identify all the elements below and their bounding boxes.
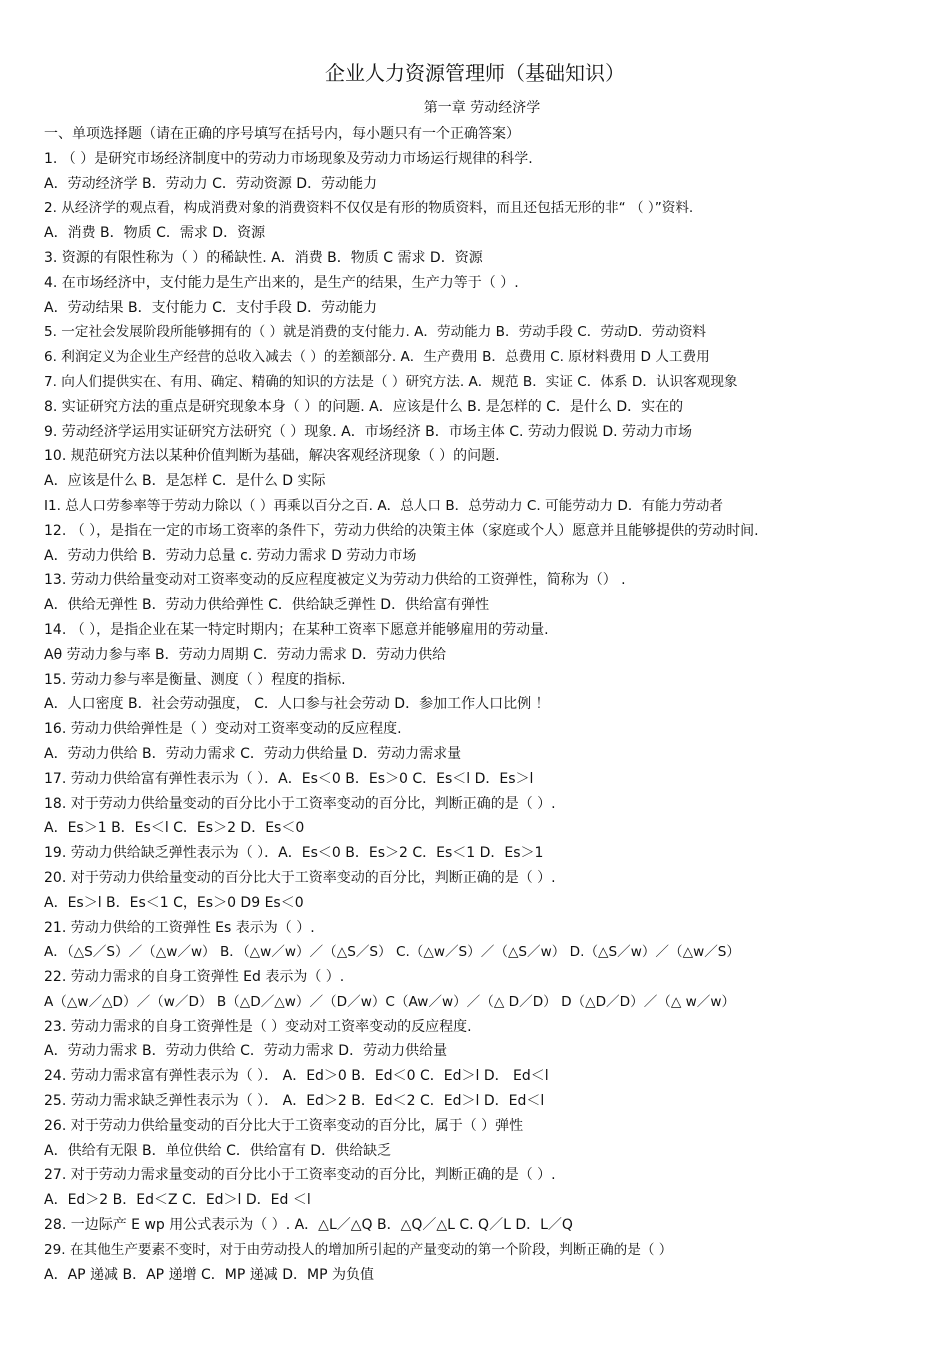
options-line: A．劳动力供给 B．劳动力需求 C．劳动力供给量 D．劳动力需求量	[44, 745, 462, 762]
question-line: 3. 资源的有限性称为（ ）的稀缺性. A．消费 B．物质 C 需求 D．资源	[44, 249, 483, 266]
question-line: 23. 劳动力需求的自身工资弹性是（ ）变动对工资率变动的反应程度.	[44, 1018, 472, 1035]
question-line: 27. 对于劳动力需求量变动的百分比小于工资率变动的百分比，判断正确的是（ ）.	[44, 1167, 556, 1184]
question-line: 19. 劳动力供给缺乏弹性表示为（ ）．A．Es＜0 B．Es＞2 C．Es＜1 D．Es＞1	[44, 845, 544, 862]
question-line: 7. 向人们提供实在、有用、确定、精确的知识的方法是（ ）研究方法. A．规范 B．实证 C．体系 D．认识客观现象	[44, 373, 738, 390]
question-line: 17. 劳动力供给富有弹性表示为（ ）．A．Es＜0 B．Es＞0 C．Es＜l D．Es＞l	[44, 770, 534, 787]
question-line: 26. 对于劳动力供给量变动的百分比大于工资率变动的百分比，属于（ ）弹性	[44, 1117, 524, 1134]
question-line: 2. 从经济学的观点看，构成消费对象的消费资料不仅仅是有形的物质资料，而且还包括无形的非“ （ ）”资料.	[44, 200, 694, 217]
options-line: A．劳动经济学 B．劳动力 C．劳动资源 D．劳动能力	[44, 175, 378, 192]
options-line: A．劳动力需求 B．劳动力供给 C．劳动力需求 D．劳动力供给量	[44, 1043, 448, 1060]
options-line: A．消费 B．物质 C．需求 D．资源	[44, 225, 266, 242]
question-line: 9. 劳动经济学运用实证研究方法研究（ ）现象. A．市场经济 B．市场主体 C. 劳动力假说 D. 劳动力市场	[44, 423, 693, 440]
question-line: 12. （ ），是指在一定的市场工资率的条件下，劳动力供给的决策主体（家庭或个人）愿意并且能够提供的劳动时间.	[44, 522, 759, 539]
options-line: A．Es＞l B．Es＜1 C，Es＞0 D9 Es＜0	[44, 894, 304, 911]
options-line: A．Es＞1 B．Es＜l C．Es＞2 D．Es＜0	[44, 820, 305, 837]
question-line: I1. 总人口劳参率等于劳动力除以（ ）再乘以百分之百. A．总人口 B．总劳动力 C. 可能劳动力 D．有能力劳动者	[44, 497, 723, 514]
question-list	[44, 122, 914, 1287]
question-line: 6. 利润定义为企业生产经营的总收入减去（ ）的差额部分. A．生产费用 B．总费用 C. 原材料费用 D 人工费用	[44, 349, 710, 366]
question-line: 22. 劳动力需求的自身工资弹性 Ed 表示为（ ）.	[44, 969, 345, 986]
options-line: A．应该是什么 B．是怎样 C．是什么 D 实际	[44, 473, 326, 490]
question-line: 5. 一定社会发展阶段所能够拥有的（ ）就是消费的支付能力. A．劳动能力 B．劳动手段 C．劳动D．劳动资料	[44, 324, 707, 341]
options-line: A．（△S／S）／（△w／w） B．（△w／w）／（△S／S） C.（△w／S）／（△S／w） D.（△S／w）／（△w／S）	[44, 944, 741, 961]
chapter-heading: 第一章 劳动经济学	[423, 100, 541, 116]
options-line: A．供给无弹性 B．劳动力供给弹性 C．供给缺乏弹性 D．供给富有弹性	[44, 597, 490, 614]
question-line: 25. 劳动力需求缺乏弹性表示为（ ）． A．Ed＞2 B．Ed＜2 C．Ed＞l D．Ed＜l	[44, 1093, 545, 1110]
options-line: A（△w／△D）／（w／D） B（△D／△w）／（D／w）C（Aw／w）／（△ D／D） D（△D／D）／（△ w／w）	[44, 993, 736, 1010]
question-line: 20. 对于劳动力供给量变动的百分比大于工资率变动的百分比，判断正确的是（ ）.	[44, 869, 556, 886]
question-line: 21. 劳动力供给的工资弹性 Es 表示为（ ）.	[44, 919, 315, 936]
options-line: A．Ed＞2 B．Ed＜Z C．Ed＞l D．Ed ＜l	[44, 1192, 311, 1209]
document-title: 企业人力资源管理师（基础知识）	[325, 61, 625, 85]
question-line: 14. （ ），是指企业在某一特定时期内；在某种工资率下愿意并能够雇用的劳动量.	[44, 621, 549, 638]
question-line: 16. 劳动力供给弹性是（ ）变动对工资率变动的反应程度.	[44, 721, 402, 738]
question-line: 1. （ ）是研究市场经济制度中的劳动力市场现象及劳动力市场运行规律的科学.	[44, 150, 533, 167]
options-line: A．劳动力供给 B．劳动力总量 c. 劳动力需求 D 劳动力市场	[44, 547, 417, 564]
question-line: 10. 规范研究方法以某种价值判断为基础，解决客观经济现象（ ）的问题.	[44, 448, 500, 465]
question-line: 13. 劳动力供给量变动对工资率变动的反应程度被定义为劳动力供给的工资弹性，简称为（） .	[44, 572, 626, 589]
question-line: 4. 在市场经济中，支付能力是生产出来的，是生产的结果，生产力等于（ ）.	[44, 274, 519, 291]
section-heading: 一、单项选择题（请在正确的序号填写在括号内，每小题只有一个正确答案）	[44, 126, 520, 142]
question-line: 18. 对于劳动力供给量变动的百分比小于工资率变动的百分比，判断正确的是（ ）.	[44, 795, 556, 812]
options-line: A．人口密度 B．社会劳动强度， C．人口参与社会劳动 D．参加工作人口比例 ！	[44, 696, 550, 713]
options-line: A．劳动结果 B．支付能力 C．支付手段 D．劳动能力	[44, 299, 378, 316]
options-line: A．AP 递减 B．AP 递增 C．MP 递减 D．MP 为负值	[44, 1266, 374, 1283]
options-line: A．供给有无限 B．单位供给 C．供给富有 D．供给缺乏	[44, 1142, 392, 1159]
question-line: 15. 劳动力参与率是衡量、测度（ ）程度的指标.	[44, 671, 346, 688]
question-line: 8. 实证研究方法的重点是研究现象本身（ ）的问题. A．应该是什么 B. 是怎样的 C．是什么 D．实在的	[44, 398, 684, 415]
question-line: 24. 劳动力需求富有弹性表示为（ ）． A．Ed＞0 B．Ed＜0 C．Ed＞l D． Ed＜l	[44, 1068, 549, 1085]
options-line: Aθ 劳动力参与率 B．劳动力周期 C．劳动力需求 D．劳动力供给	[44, 646, 447, 663]
question-line: 28. 一边际产 E wp 用公式表示为（ ）. A．△L／△Q B．△Q／△L C. Q／L D．L／Q	[44, 1217, 573, 1234]
question-line: 29. 在其他生产要素不变时，对于由劳动投人的增加所引起的产量变动的第一个阶段，判断正确的是（ ）	[44, 1241, 673, 1258]
